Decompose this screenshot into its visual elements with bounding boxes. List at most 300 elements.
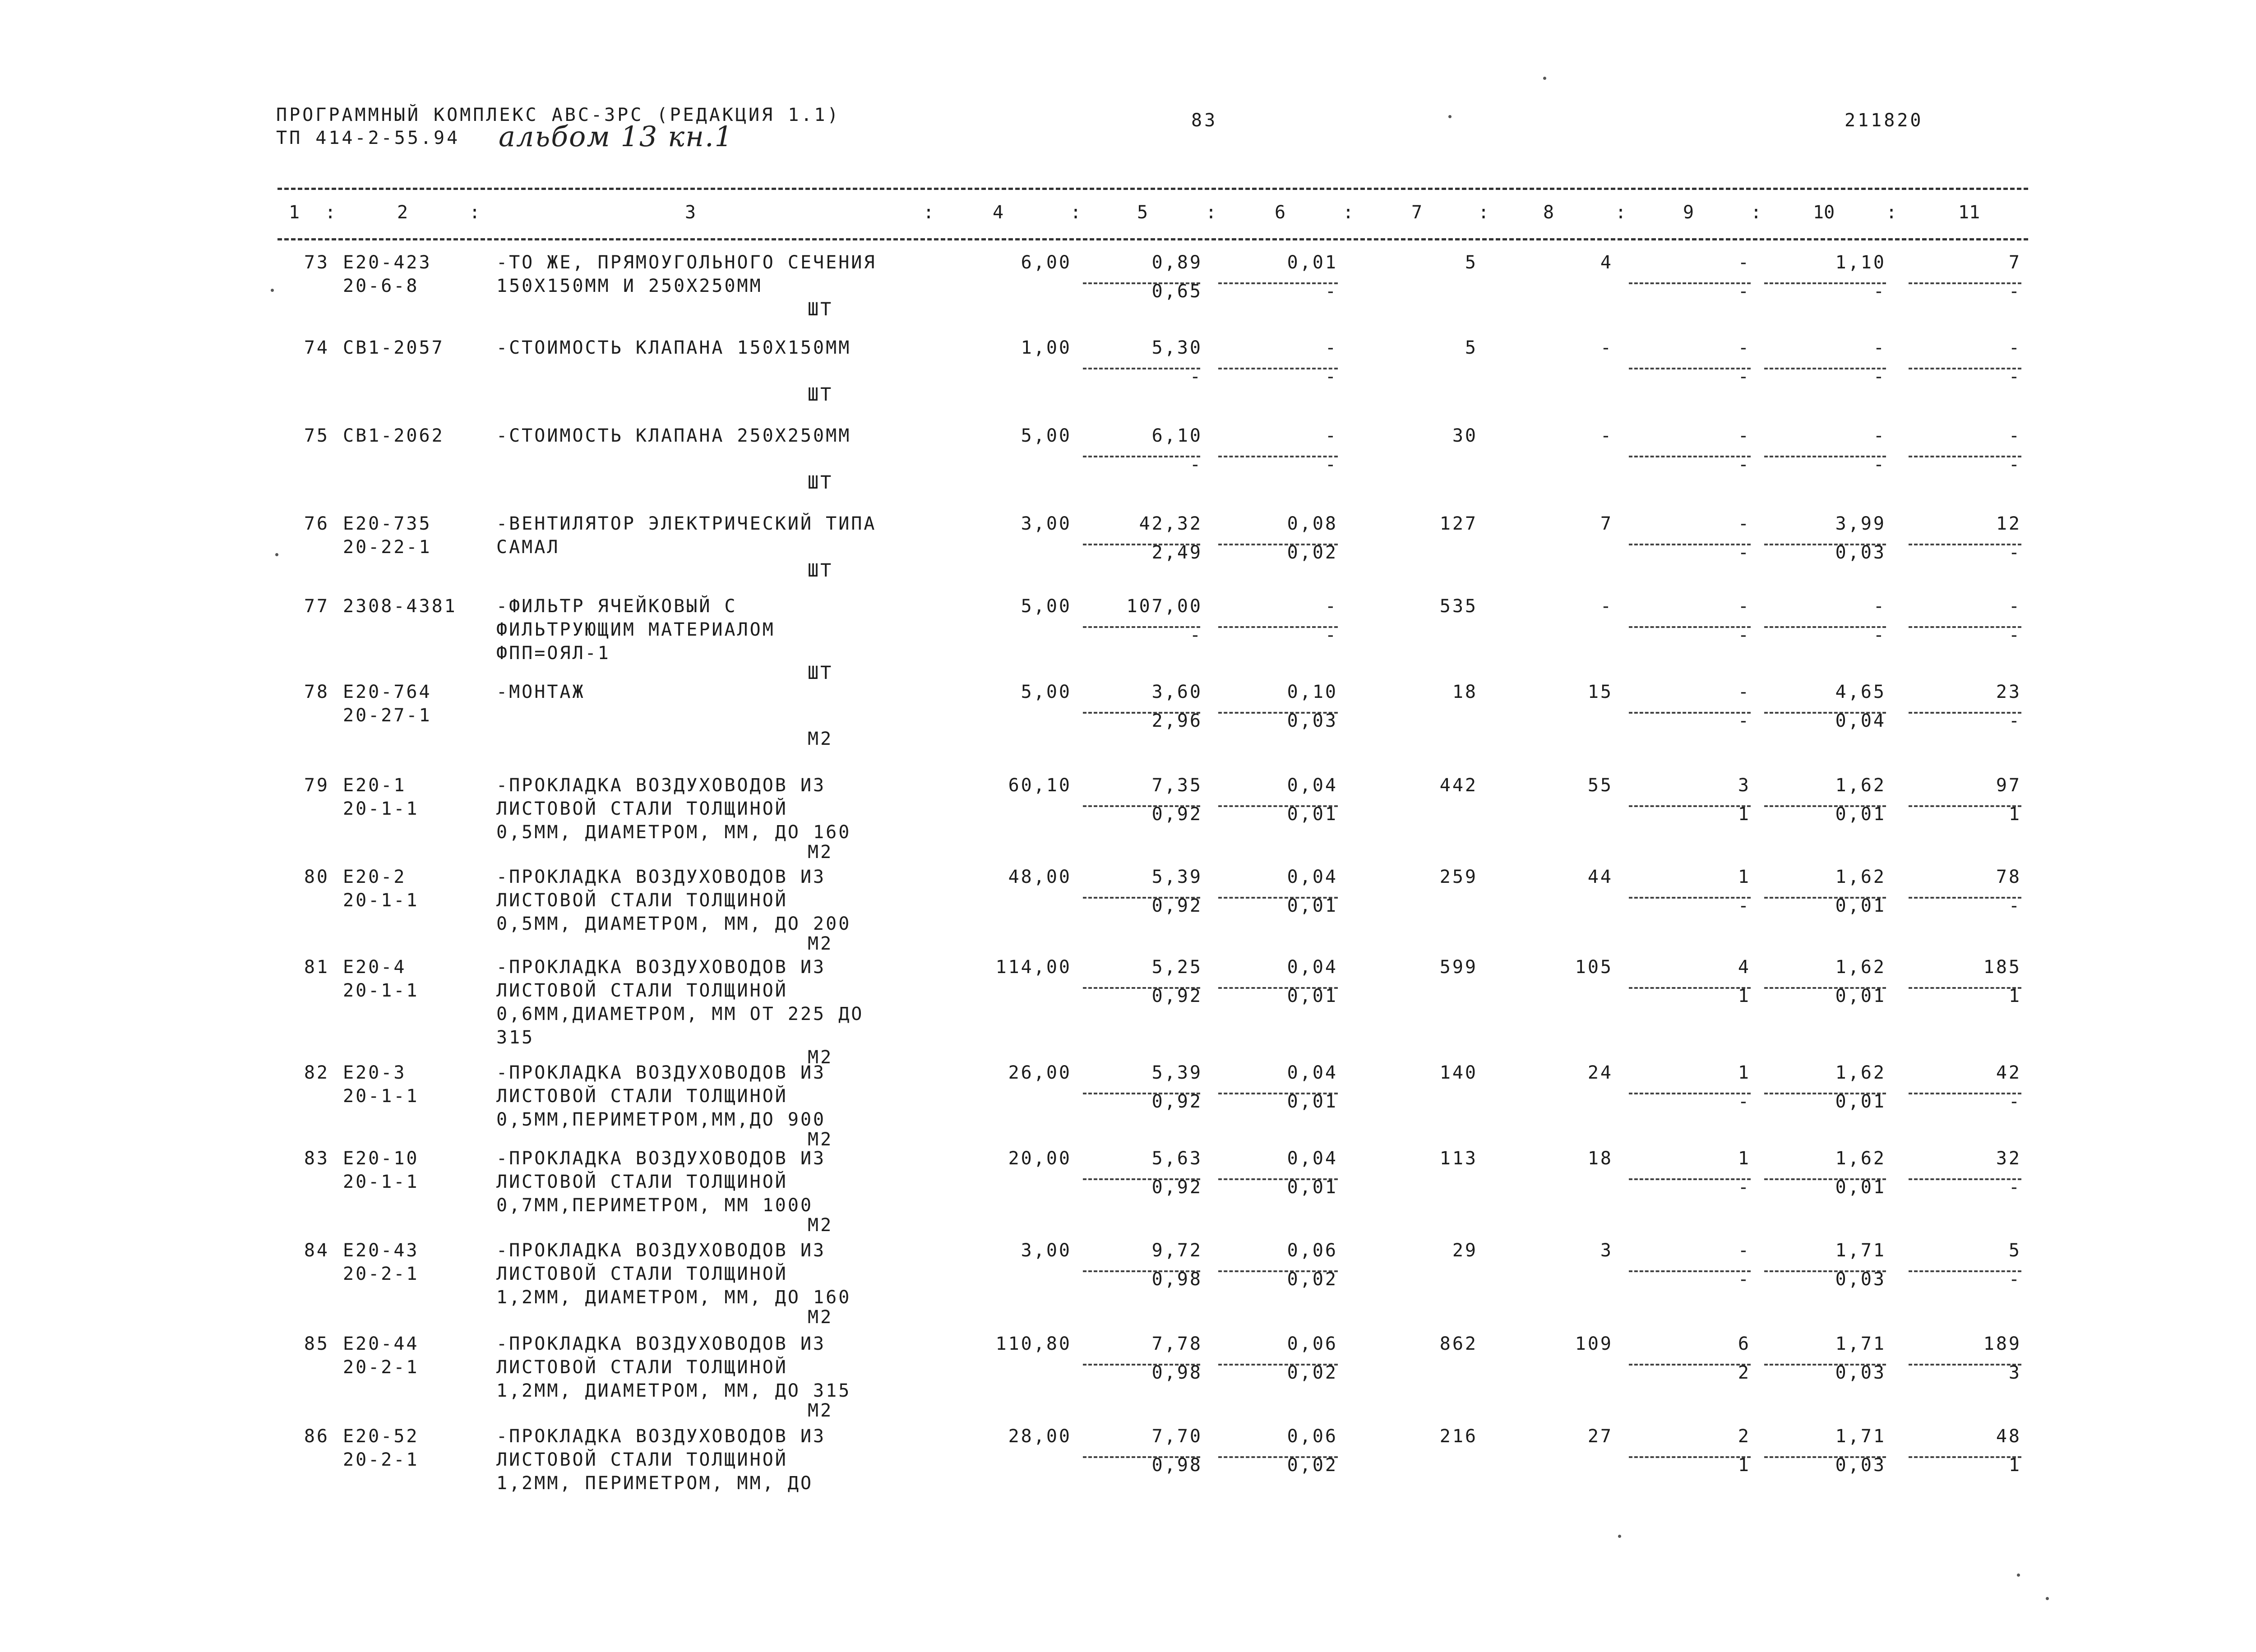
total-cost: 599 [1439,957,1478,978]
total-cost: 442 [1439,775,1478,796]
labor-unit: - [1873,425,1886,446]
description-line: 150Х150ММ И 250Х250ММ [496,276,763,296]
column-header-11: 11 [1958,202,1980,223]
labor-total-machinists: - [2008,1269,2021,1290]
column-header-10: 10 [1813,202,1835,223]
cost-total-wages: - [1189,454,1202,475]
labor-unit-machinists: - [1873,454,1886,475]
labor-unit: 1,10 [1835,252,1886,273]
cost-total: 7,35 [1151,775,1202,796]
cost-machines-wages: 0,02 [1287,1362,1338,1383]
fraction-line [1218,626,1338,628]
description-line: 315 [496,1027,535,1048]
fraction-line [1764,282,1886,284]
total-cost: 127 [1439,513,1478,534]
quantity: 28,00 [1008,1426,1072,1447]
cost-total-wages: 0,98 [1151,1362,1202,1383]
machines-total: 1 [1738,867,1751,887]
labor-unit: 1,62 [1835,957,1886,978]
header-bottom-rule [277,238,2028,240]
total-cost: 18 [1452,682,1478,702]
cost-total: 5,30 [1151,337,1202,358]
fraction-line [1764,626,1886,628]
machines-wages: 2 [1738,1362,1751,1383]
description-line: ФИЛЬТРУЮЩИМ МАТЕРИАЛОМ [496,619,775,640]
labor-total: 189 [1983,1334,2021,1354]
column-header-7: 7 [1411,202,1423,223]
column-separator: : [1751,202,1762,223]
item-reference: 20-2-1 [343,1449,419,1470]
row-number: 84 [304,1240,329,1261]
description-line: -ПРОКЛАДКА ВОЗДУХОВОДОВ ИЗ [496,1148,826,1169]
column-header-4: 4 [993,202,1004,223]
cost-machines-wages: 0,03 [1287,711,1338,731]
cost-machines: 0,01 [1287,252,1338,273]
quantity: 48,00 [1008,867,1072,887]
description-line: -ПРОКЛАДКА ВОЗДУХОВОДОВ ИЗ [496,1334,826,1354]
cost-total-wages: 0,92 [1151,1177,1202,1198]
cost-total-wages: 0,92 [1151,895,1202,916]
quantity: 5,00 [1021,425,1072,446]
item-reference: 20-1-1 [343,1172,419,1192]
fraction-line [1629,1270,1751,1272]
description-line: -ПРОКЛАДКА ВОЗДУХОВОДОВ ИЗ [496,957,826,978]
fraction-line [1909,282,2021,284]
fraction-line [1909,544,2021,545]
description-line: ЛИСТОВОЙ СТАЛИ ТОЛЩИНОЙ [496,890,788,911]
cost-total-wages: 0,65 [1151,281,1202,302]
cost-total: 3,60 [1151,682,1202,702]
description-line: -МОНТАЖ [496,682,585,702]
fraction-line [1909,805,2021,807]
row-number: 75 [304,425,329,446]
cost-total: 5,25 [1151,957,1202,978]
machines-wages: - [1738,711,1751,731]
cost-machines-wages: 0,01 [1287,804,1338,825]
scan-speck [1543,77,1546,80]
row-number: 73 [304,252,329,273]
description-line: -ФИЛЬТР ЯЧЕЙКОВЫЙ С [496,596,737,617]
item-reference: 20-1-1 [343,980,419,1001]
labor-unit-machinists: 0,03 [1835,1362,1886,1383]
fraction-line [1218,368,1338,369]
labor-total: 185 [1983,957,2021,978]
item-reference: 20-6-8 [343,276,419,296]
labor-total: 97 [1996,775,2021,796]
labor-total: - [2008,425,2021,446]
fraction-line [1218,282,1338,284]
labor-unit-machinists: 0,01 [1835,895,1886,916]
labor-total-machinists: 3 [2008,1362,2021,1383]
labor-unit: - [1873,337,1886,358]
wages: 105 [1575,957,1613,978]
cost-machines: 0,04 [1287,775,1338,796]
unit: М2 [808,1400,833,1421]
quantity: 3,00 [1021,513,1072,534]
fraction-line [1909,368,2021,369]
description-line: 0,6ММ,ДИАМЕТРОМ, ММ ОТ 225 ДО [496,1004,864,1024]
labor-total-machinists: - [2008,542,2021,563]
cost-total-wages: 0,92 [1151,986,1202,1006]
total-cost: 259 [1439,867,1478,887]
labor-unit: 1,71 [1835,1426,1886,1447]
description-line: 0,5ММ, ДИАМЕТРОМ, ММ, ДО 200 [496,914,851,934]
cost-total-wages: 0,98 [1151,1269,1202,1290]
unit: ШТ [808,384,833,405]
item-reference: 20-22-1 [343,537,432,558]
item-reference: 20-1-1 [343,890,419,911]
cost-machines: 0,04 [1287,1062,1338,1083]
fraction-line [1909,712,2021,714]
machines-wages: - [1738,1177,1751,1198]
labor-unit-machinists: 0,01 [1835,1177,1886,1198]
row-number: 82 [304,1062,329,1083]
cost-machines: 0,08 [1287,513,1338,534]
wages: 24 [1587,1062,1613,1083]
machines-wages: - [1738,454,1751,475]
fraction-line [1629,897,1751,899]
machines-total: 1 [1738,1148,1751,1169]
unit: М2 [808,842,833,863]
wages: 18 [1587,1148,1613,1169]
description-line: ЛИСТОВОЙ СТАЛИ ТОЛЩИНОЙ [496,798,788,819]
column-separator: : [325,202,336,223]
unit: ШТ [808,663,833,683]
labor-total-machinists: 1 [2008,804,2021,825]
total-cost: 29 [1452,1240,1478,1261]
column-separator: : [1478,202,1489,223]
handwritten-note: альбом 13 кн.1 [499,120,734,153]
wages: 55 [1587,775,1613,796]
fraction-line [1629,368,1751,369]
description-line: 1,2ММ, ДИАМЕТРОМ, ММ, ДО 315 [496,1380,851,1401]
quantity: 26,00 [1008,1062,1072,1083]
labor-unit: 3,99 [1835,513,1886,534]
quantity: 60,10 [1008,775,1072,796]
project-code: ТП 414-2-55.94 [276,128,460,148]
item-code: Е20-735 [343,513,432,534]
total-cost: 5 [1465,252,1478,273]
machines-total: - [1738,682,1751,702]
description-line: -ПРОКЛАДКА ВОЗДУХОВОДОВ ИЗ [496,1426,826,1447]
labor-unit-machinists: - [1873,366,1886,387]
cost-machines: 0,04 [1287,957,1338,978]
cost-total-wages: 2,49 [1151,542,1202,563]
cost-total: 42,32 [1139,513,1202,534]
labor-unit-machinists: 0,03 [1835,1455,1886,1476]
item-code: Е20-43 [343,1240,419,1261]
labor-total: 48 [1996,1426,2021,1447]
machines-wages: - [1738,366,1751,387]
fraction-line [1909,1093,2021,1094]
unit: ШТ [808,560,833,581]
column-separator: : [1070,202,1082,223]
description-line: ЛИСТОВОЙ СТАЛИ ТОЛЩИНОЙ [496,1449,788,1470]
description-line: ЛИСТОВОЙ СТАЛИ ТОЛЩИНОЙ [496,1172,788,1192]
cost-total: 9,72 [1151,1240,1202,1261]
machines-wages: - [1738,1269,1751,1290]
labor-unit: 1,62 [1835,1148,1886,1169]
machines-total: - [1738,337,1751,358]
cost-machines: 0,06 [1287,1426,1338,1447]
labor-total-machinists: - [2008,454,2021,475]
wages: 15 [1587,682,1613,702]
fraction-line [1083,626,1200,628]
total-cost: 140 [1439,1062,1478,1083]
row-number: 77 [304,596,329,617]
row-number: 79 [304,775,329,796]
total-cost: 216 [1439,1426,1478,1447]
row-number: 81 [304,957,329,978]
machines-total: 3 [1738,775,1751,796]
cost-machines-wages: - [1325,366,1338,387]
column-header-1: 1 [289,202,300,223]
machines-total: - [1738,1240,1751,1261]
labor-unit-machinists: 0,01 [1835,986,1886,1006]
cost-total-wages: - [1189,625,1202,646]
quantity: 5,00 [1021,596,1072,617]
unit: М2 [808,729,833,749]
cost-machines-wages: 0,02 [1287,1269,1338,1290]
fraction-line [1629,1456,1751,1458]
fraction-line [1764,456,1886,457]
column-header-9: 9 [1683,202,1694,223]
cost-machines: 0,06 [1287,1240,1338,1261]
fraction-line [1629,1178,1751,1180]
cost-total: 7,78 [1151,1334,1202,1354]
column-separator: : [1206,202,1217,223]
labor-total-machinists: - [2008,1091,2021,1112]
quantity: 5,00 [1021,682,1072,702]
fraction-line [1629,1093,1751,1094]
description-line: САМАЛ [496,537,560,558]
fraction-line [1629,282,1751,284]
row-number: 80 [304,867,329,887]
labor-total: 42 [1996,1062,2021,1083]
unit: М2 [808,1047,833,1068]
fraction-line [1909,1364,2021,1366]
column-separator: : [923,202,934,223]
unit: М2 [808,1307,833,1328]
wages: - [1600,596,1613,617]
item-reference: 20-1-1 [343,798,419,819]
column-separator: : [1615,202,1627,223]
description-line: 1,2ММ, ДИАМЕТРОМ, ММ, ДО 160 [496,1287,851,1308]
machines-total: 1 [1738,1062,1751,1083]
fraction-line [1083,456,1200,457]
description-line: -СТОИМОСТЬ КЛАПАНА 150Х150ММ [496,337,851,358]
cost-total: 5,39 [1151,867,1202,887]
description-line: ЛИСТОВОЙ СТАЛИ ТОЛЩИНОЙ [496,1357,788,1378]
item-code: Е20-764 [343,682,432,702]
quantity: 1,00 [1021,337,1072,358]
wages: 44 [1587,867,1613,887]
item-code: Е20-423 [343,252,432,273]
labor-unit: 1,62 [1835,775,1886,796]
unit: М2 [808,933,833,954]
labor-unit-machinists: - [1873,625,1886,646]
machines-wages: - [1738,542,1751,563]
item-reference: 20-1-1 [343,1086,419,1107]
wages: 109 [1575,1334,1613,1354]
labor-total-machinists: 1 [2008,1455,2021,1476]
labor-unit-machinists: 0,03 [1835,1269,1886,1290]
cost-machines-wages: 0,02 [1287,1455,1338,1476]
cost-total: 6,10 [1151,425,1202,446]
labor-total: - [2008,596,2021,617]
labor-total: 5 [2008,1240,2021,1261]
cost-total-wages: 0,98 [1151,1455,1202,1476]
description-line: ФПП=ОЯЛ-1 [496,643,610,664]
item-code: Е20-3 [343,1062,407,1083]
cost-machines-wages: 0,02 [1287,542,1338,563]
fraction-line [1909,987,2021,989]
cost-machines: 0,04 [1287,867,1338,887]
item-code: СВ1-2057 [343,337,444,358]
labor-unit: 1,62 [1835,1062,1886,1083]
page-number: 83 [1191,110,1218,131]
total-cost: 30 [1452,425,1478,446]
unit: ШТ [808,472,833,493]
wages: - [1600,337,1613,358]
labor-total-machinists: 1 [2008,986,2021,1006]
labor-unit-machinists: 0,01 [1835,804,1886,825]
item-code: Е20-52 [343,1426,419,1447]
fraction-line [1909,897,2021,899]
column-separator: : [1343,202,1354,223]
machines-total: - [1738,596,1751,617]
item-code: СВ1-2062 [343,425,444,446]
cost-machines-wages: - [1325,281,1338,302]
labor-total-machinists: - [2008,895,2021,916]
cost-total-wages: 0,92 [1151,1091,1202,1112]
quantity: 114,00 [995,957,1072,978]
fraction-line [1629,712,1751,714]
cost-machines-wages: 0,01 [1287,986,1338,1006]
fraction-line [1629,1364,1751,1366]
column-separator: : [1886,202,1897,223]
quantity: 110,80 [995,1334,1072,1354]
labor-unit-machinists: 0,03 [1835,542,1886,563]
scan-speck [2046,1597,2049,1600]
unit: М2 [808,1129,833,1150]
row-number: 85 [304,1334,329,1354]
cost-machines: - [1325,596,1338,617]
description-line: 0,5ММ,ПЕРИМЕТРОМ,ММ,ДО 900 [496,1109,826,1130]
machines-wages: 1 [1738,1455,1751,1476]
labor-total: 23 [1996,682,2021,702]
column-separator: : [469,202,481,223]
machines-wages: 1 [1738,986,1751,1006]
item-reference: 20-2-1 [343,1264,419,1284]
program-title: ПРОГРАММНЫЙ КОМПЛЕКС АВС-ЗРС (РЕДАКЦИЯ 1.1) [276,105,841,125]
item-code: Е20-2 [343,867,407,887]
description-line: -ТО ЖЕ, ПРЯМОУГОЛЬНОГО СЕЧЕНИЯ [496,252,877,273]
description-line: ЛИСТОВОЙ СТАЛИ ТОЛЩИНОЙ [496,1264,788,1284]
wages: 3 [1600,1240,1613,1261]
cost-total: 107,00 [1126,596,1202,617]
fraction-line [1909,1270,2021,1272]
labor-total-machinists: - [2008,711,2021,731]
column-header-3: 3 [685,202,696,223]
cost-machines-wages: 0,01 [1287,1091,1338,1112]
fraction-line [1629,987,1751,989]
cost-total-wages: 0,92 [1151,804,1202,825]
fraction-line [1909,626,2021,628]
item-code: Е20-10 [343,1148,419,1169]
labor-unit: 1,71 [1835,1240,1886,1261]
fraction-line [1909,1456,2021,1458]
row-number: 76 [304,513,329,534]
description-line: -ПРОКЛАДКА ВОЗДУХОВОДОВ ИЗ [496,1062,826,1083]
fraction-line [1218,456,1338,457]
total-cost: 5 [1465,337,1478,358]
machines-total: - [1738,252,1751,273]
machines-wages: - [1738,281,1751,302]
machines-wages: - [1738,625,1751,646]
labor-unit-machinists: 0,01 [1835,1091,1886,1112]
description-line: -СТОИМОСТЬ КЛАПАНА 250Х250ММ [496,425,851,446]
machines-wages: - [1738,1091,1751,1112]
cost-machines: - [1325,337,1338,358]
scan-speck [275,553,278,556]
total-cost: 535 [1439,596,1478,617]
cost-machines: - [1325,425,1338,446]
wages: 4 [1600,252,1613,273]
fraction-line [1083,368,1200,369]
quantity: 3,00 [1021,1240,1072,1261]
machines-total: 6 [1738,1334,1751,1354]
column-header-6: 6 [1275,202,1286,223]
labor-total-machinists: - [2008,281,2021,302]
description-line: 1,2ММ, ПЕРИМЕТРОМ, ММ, ДО [496,1473,814,1494]
row-number: 86 [304,1426,329,1447]
cost-total: 5,63 [1151,1148,1202,1169]
fraction-line [1909,456,2021,457]
wages: 7 [1600,513,1613,534]
fraction-line [1764,368,1886,369]
cost-machines-wages: - [1325,625,1338,646]
row-number: 74 [304,337,329,358]
machines-total: - [1738,425,1751,446]
description-line: -ПРОКЛАДКА ВОЗДУХОВОДОВ ИЗ [496,775,826,796]
scan-speck [271,289,274,292]
fraction-line [1909,1178,2021,1180]
machines-wages: - [1738,895,1751,916]
item-code: 2308-4381 [343,596,457,617]
labor-total-machinists: - [2008,1177,2021,1198]
scan-speck [1618,1535,1621,1538]
description-line: 0,5ММ, ДИАМЕТРОМ, ММ, ДО 160 [496,822,851,843]
column-header-8: 8 [1543,202,1554,223]
item-code: Е20-1 [343,775,407,796]
description-line: -ПРОКЛАДКА ВОЗДУХОВОДОВ ИЗ [496,867,826,887]
description-line: ЛИСТОВОЙ СТАЛИ ТОЛЩИНОЙ [496,980,788,1001]
cost-total-wages: - [1189,366,1202,387]
wages: 27 [1587,1426,1613,1447]
top-rule [277,188,2028,190]
labor-total: - [2008,337,2021,358]
cost-machines: 0,10 [1287,682,1338,702]
cost-total: 7,70 [1151,1426,1202,1447]
fraction-line [1629,544,1751,545]
cost-machines-wages: 0,01 [1287,1177,1338,1198]
cost-total: 0,89 [1151,252,1202,273]
labor-total: 12 [1996,513,2021,534]
machines-total: 4 [1738,957,1751,978]
machines-total: 2 [1738,1426,1751,1447]
description-line: 0,7ММ,ПЕРИМЕТРОМ, ММ 1000 [496,1195,814,1216]
